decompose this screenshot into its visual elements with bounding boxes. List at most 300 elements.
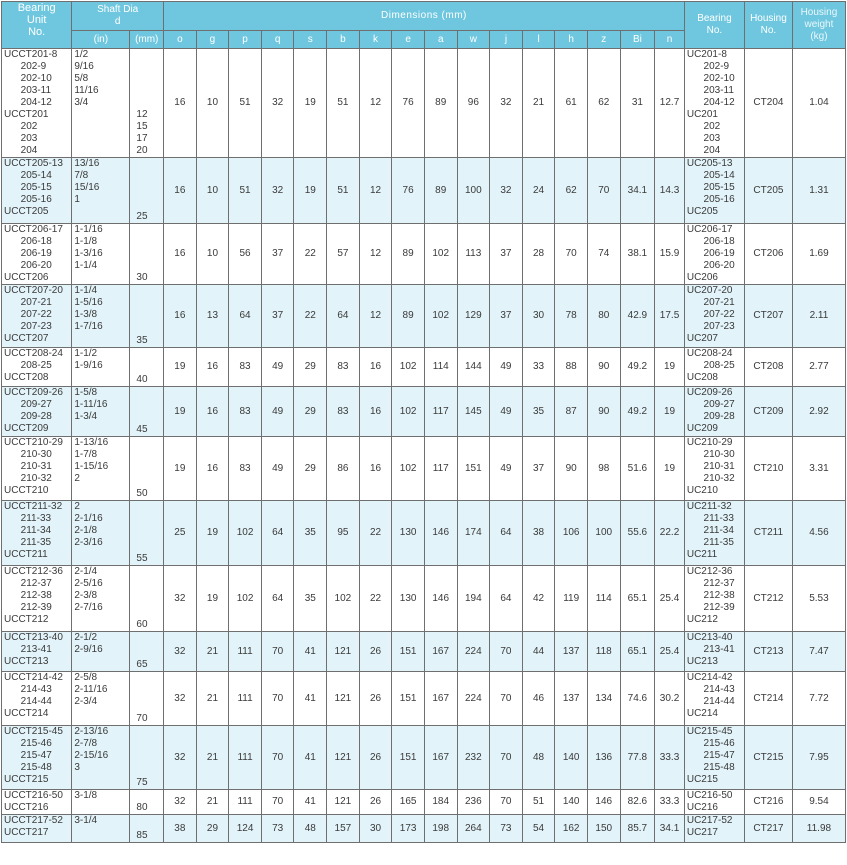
dim-cell: 30.2 (655, 672, 685, 726)
dim-cell: 121 (327, 672, 360, 726)
dim-cell: 83 (229, 437, 262, 501)
dim-cell: 55.6 (620, 501, 655, 566)
dim-cell: 51 (229, 158, 262, 224)
dim-cell: 121 (327, 632, 360, 672)
table-row (2, 672, 846, 726)
dim-cell: 19 (294, 49, 327, 158)
housing-no-cell: CT206 (744, 224, 792, 285)
dim-cell: 113 (457, 224, 490, 285)
dim-cell: 46 (522, 672, 555, 726)
dim-cell: 17.5 (655, 285, 685, 348)
housing-no-cell: CT208 (744, 348, 792, 387)
dim-cell: 64 (490, 501, 523, 566)
dim-cell: 16 (359, 387, 392, 437)
bearing-no-cell: UC208-24 208-25 UC208 (684, 348, 744, 387)
bearing-unit-cell: UCCT206-17 206-18 206-19 206-20 UCCT206 (2, 224, 72, 285)
dim-cell: 29 (196, 815, 229, 843)
dim-cell: 16 (164, 224, 197, 285)
shaft-in-cell: 2-13/16 2-7/8 2-15/16 3 (72, 726, 130, 790)
dim-cell: 184 (424, 790, 457, 815)
dim-cell: 16 (164, 49, 197, 158)
dim-cell: 32 (164, 566, 197, 632)
dim-cell: 89 (392, 224, 425, 285)
dim-cell: 49 (261, 437, 294, 501)
shaft-in-cell: 2 2-1/16 2-1/8 2-3/16 (72, 501, 130, 566)
dim-cell: 198 (424, 815, 457, 843)
dim-cell: 42 (522, 566, 555, 632)
shaft-in-cell: 2-5/8 2-11/16 2-3/4 (72, 672, 130, 726)
bearing-unit-cell: UCCT214-42 214-43 214-44 UCCT214 (2, 672, 72, 726)
dim-cell: 83 (327, 348, 360, 387)
bearing-unit-header: Bearing Unit No. (2, 2, 72, 49)
housing-no-cell: CT210 (744, 437, 792, 501)
shaft-mm-cell: 30 (130, 224, 164, 285)
dim-cell: 70 (261, 672, 294, 726)
dim-cell: 70 (587, 158, 620, 224)
dim-cell: 129 (457, 285, 490, 348)
shaft-in-cell: 1-5/8 1-11/16 1-3/4 (72, 387, 130, 437)
dim-cell: 26 (359, 632, 392, 672)
dim-cell: 64 (261, 501, 294, 566)
dim-cell: 89 (424, 49, 457, 158)
dim-cell: 86 (327, 437, 360, 501)
dim-cell: 42.9 (620, 285, 655, 348)
shaft-mm-cell: 65 (130, 632, 164, 672)
table-row (2, 49, 846, 158)
bearing-unit-cell: UCCT207-20 207-21 207-22 207-23 UCCT207 (2, 285, 72, 348)
dim-cell: 87 (555, 387, 588, 437)
dim-cell: 74 (587, 224, 620, 285)
dim-cell: 22 (359, 566, 392, 632)
dim-cell: 146 (587, 790, 620, 815)
bearing-no-cell: UC207-20 207-21 207-22 207-23 UC207 (684, 285, 744, 348)
dim-cell: 64 (261, 566, 294, 632)
housing-weight-cell: 1.69 (792, 224, 845, 285)
dim-cell: 21 (196, 632, 229, 672)
dim-cell: 35 (294, 566, 327, 632)
dim-cell: 102 (392, 348, 425, 387)
dim-cell: 70 (261, 790, 294, 815)
dim-col-header: s (294, 31, 327, 49)
dim-cell: 102 (327, 566, 360, 632)
dim-cell: 100 (587, 501, 620, 566)
housing-weight-cell: 5.53 (792, 566, 845, 632)
dim-cell: 119 (555, 566, 588, 632)
dim-cell: 70 (490, 672, 523, 726)
dim-cell: 29 (294, 348, 327, 387)
dim-cell: 32 (164, 672, 197, 726)
dim-cell: 12 (359, 158, 392, 224)
dim-cell: 78 (555, 285, 588, 348)
housing-weight-cell: 4.56 (792, 501, 845, 566)
dim-cell: 57 (327, 224, 360, 285)
shaft-mm-cell: 35 (130, 285, 164, 348)
dim-cell: 19 (164, 348, 197, 387)
dim-cell: 173 (392, 815, 425, 843)
dim-cell: 90 (555, 437, 588, 501)
dim-cell: 74.6 (620, 672, 655, 726)
housing-weight-header: Housing weight (kg) (792, 2, 845, 49)
bearing-unit-cell: UCCT217-52 UCCT217 (2, 815, 72, 843)
dim-cell: 90 (587, 348, 620, 387)
dim-cell: 102 (229, 566, 262, 632)
shaft-in-cell: 1-13/16 1-7/8 1-15/16 2 (72, 437, 130, 501)
dim-cell: 236 (457, 790, 490, 815)
dim-cell: 32 (164, 726, 197, 790)
dim-cell: 30 (522, 285, 555, 348)
dim-cell: 118 (587, 632, 620, 672)
dim-cell: 102 (424, 224, 457, 285)
dim-cell: 38.1 (620, 224, 655, 285)
dim-cell: 96 (457, 49, 490, 158)
dim-cell: 85.7 (620, 815, 655, 843)
shaft-mm-cell: 70 (130, 672, 164, 726)
dim-cell: 83 (229, 387, 262, 437)
shaft-mm-cell: 85 (130, 815, 164, 843)
dim-cell: 102 (229, 501, 262, 566)
dim-cell: 224 (457, 672, 490, 726)
bearing-no-header: Bearing No. (684, 2, 744, 49)
dim-cell: 19 (164, 437, 197, 501)
dim-col-header: k (359, 31, 392, 49)
housing-no-cell: CT211 (744, 501, 792, 566)
dim-cell: 33.3 (655, 726, 685, 790)
dim-cell: 49 (261, 387, 294, 437)
dim-cell: 26 (359, 672, 392, 726)
dim-cell: 137 (555, 672, 588, 726)
dim-cell: 21 (196, 790, 229, 815)
dim-cell: 32 (261, 49, 294, 158)
dim-cell: 16 (196, 387, 229, 437)
dim-cell: 70 (490, 726, 523, 790)
shaft-in-cell: 1-1/2 1-9/16 (72, 348, 130, 387)
dim-cell: 22 (294, 224, 327, 285)
dim-cell: 44 (522, 632, 555, 672)
dim-col-header: g (196, 31, 229, 49)
dim-cell: 37 (261, 224, 294, 285)
housing-weight-cell: 1.31 (792, 158, 845, 224)
bearing-no-cell: UC201-8 202-9 202-10 203-11 204-12 UC201 202 203 204 (684, 49, 744, 158)
dim-cell: 121 (327, 790, 360, 815)
bearing-unit-cell: UCCT211-32 211-33 211-34 211-35 UCCT211 (2, 501, 72, 566)
dim-cell: 111 (229, 632, 262, 672)
housing-no-header: Housing No. (744, 2, 792, 49)
dim-cell: 61 (555, 49, 588, 158)
dim-col-header: w (457, 31, 490, 49)
housing-weight-cell: 2.11 (792, 285, 845, 348)
dim-cell: 90 (587, 387, 620, 437)
dim-cell: 29 (294, 437, 327, 501)
bearing-no-cell: UC217-52 UC217 (684, 815, 744, 843)
housing-no-cell: CT205 (744, 158, 792, 224)
shaft-in-cell: 2-1/2 2-9/16 (72, 632, 130, 672)
housing-weight-cell: 9.54 (792, 790, 845, 815)
dim-cell: 167 (424, 632, 457, 672)
dim-cell: 19 (655, 387, 685, 437)
dim-cell: 22 (294, 285, 327, 348)
dim-cell: 70 (261, 726, 294, 790)
dim-cell: 28 (522, 224, 555, 285)
dim-cell: 49.2 (620, 348, 655, 387)
dim-cell: 49 (261, 348, 294, 387)
shaft-mm-cell: 40 (130, 348, 164, 387)
bearing-unit-cell: UCCT205-13 205-14 205-15 205-16 UCCT205 (2, 158, 72, 224)
dim-cell: 140 (555, 790, 588, 815)
dim-cell: 19 (196, 566, 229, 632)
dim-cell: 32 (261, 158, 294, 224)
dim-cell: 64 (229, 285, 262, 348)
dim-cell: 54 (522, 815, 555, 843)
table-row (2, 726, 846, 790)
dim-col-header: h (555, 31, 588, 49)
bearing-unit-cell: UCCT208-24 208-25 UCCT208 (2, 348, 72, 387)
dim-cell: 232 (457, 726, 490, 790)
dim-cell: 89 (424, 158, 457, 224)
dim-cell: 130 (392, 501, 425, 566)
dim-cell: 35 (522, 387, 555, 437)
dim-col-header: e (392, 31, 425, 49)
dim-col-header: p (229, 31, 262, 49)
dim-cell: 14.3 (655, 158, 685, 224)
dim-cell: 10 (196, 49, 229, 158)
dim-cell: 174 (457, 501, 490, 566)
shaft-in-cell: 1/2 9/16 5/8 11/16 3/4 (72, 49, 130, 158)
table-row (2, 437, 846, 501)
housing-no-cell: CT209 (744, 387, 792, 437)
dim-cell: 56 (229, 224, 262, 285)
bearing-no-cell: UC214-42 214-43 214-44 UC214 (684, 672, 744, 726)
dim-cell: 26 (359, 790, 392, 815)
table-row (2, 387, 846, 437)
bearing-spec-table (1, 1, 846, 843)
dim-cell: 41 (294, 672, 327, 726)
shaft-mm-cell: 55 (130, 501, 164, 566)
dim-cell: 145 (457, 387, 490, 437)
dim-cell: 21 (522, 49, 555, 158)
dim-cell: 137 (555, 632, 588, 672)
dim-cell: 51 (327, 49, 360, 158)
dim-cell: 12 (359, 49, 392, 158)
dim-cell: 35 (294, 501, 327, 566)
bearing-unit-cell: UCCT201-8 202-9 202-10 203-11 204-12 UCCT201 202 203 204 (2, 49, 72, 158)
dim-cell: 121 (327, 726, 360, 790)
dim-cell: 100 (457, 158, 490, 224)
shaft-in-cell: 3-1/8 (72, 790, 130, 815)
dim-cell: 151 (392, 672, 425, 726)
housing-weight-cell: 1.04 (792, 49, 845, 158)
dim-cell: 32 (490, 49, 523, 158)
shaft-dia-header: Shaft Dia d (72, 2, 164, 31)
housing-no-cell: CT207 (744, 285, 792, 348)
dim-cell: 88 (555, 348, 588, 387)
housing-no-cell: CT212 (744, 566, 792, 632)
dim-cell: 38 (164, 815, 197, 843)
bearing-no-cell: UC210-29 210-30 210-31 210-32 UC210 (684, 437, 744, 501)
dim-cell: 32 (164, 632, 197, 672)
dim-cell: 48 (294, 815, 327, 843)
dim-cell: 22 (359, 501, 392, 566)
dim-cell: 146 (424, 501, 457, 566)
housing-no-cell: CT204 (744, 49, 792, 158)
dim-cell: 70 (490, 790, 523, 815)
dim-cell: 95 (327, 501, 360, 566)
dim-cell: 16 (164, 285, 197, 348)
dim-cell: 16 (196, 348, 229, 387)
dim-cell: 62 (587, 49, 620, 158)
dim-cell: 30 (359, 815, 392, 843)
dim-cell: 162 (555, 815, 588, 843)
dim-cell: 16 (359, 348, 392, 387)
table-row (2, 566, 846, 632)
dim-cell: 114 (587, 566, 620, 632)
bearing-no-cell: UC215-45 215-46 215-47 215-48 UC215 (684, 726, 744, 790)
dim-cell: 16 (359, 437, 392, 501)
table-row (2, 158, 846, 224)
dim-cell: 25.4 (655, 632, 685, 672)
housing-no-cell: CT214 (744, 672, 792, 726)
dim-cell: 51 (229, 49, 262, 158)
dim-col-header: l (522, 31, 555, 49)
dim-cell: 124 (229, 815, 262, 843)
dim-cell: 37 (522, 437, 555, 501)
bearing-unit-cell: UCCT212-36 212-37 212-38 212-39 UCCT212 (2, 566, 72, 632)
dim-cell: 111 (229, 726, 262, 790)
shaft-mm-cell: 80 (130, 790, 164, 815)
dim-cell: 70 (490, 632, 523, 672)
dim-cell: 16 (196, 437, 229, 501)
dim-cell: 167 (424, 726, 457, 790)
dim-cell: 167 (424, 672, 457, 726)
dim-col-header: j (490, 31, 523, 49)
dim-cell: 34.1 (655, 815, 685, 843)
dim-cell: 12 (359, 224, 392, 285)
shaft-in-cell: 1-1/4 1-5/16 1-3/8 1-7/16 (72, 285, 130, 348)
dim-cell: 130 (392, 566, 425, 632)
dim-cell: 37 (490, 224, 523, 285)
dim-cell: 117 (424, 387, 457, 437)
table-row (2, 815, 846, 843)
shaft-mm-cell: 60 (130, 566, 164, 632)
housing-no-cell: CT217 (744, 815, 792, 843)
dim-cell: 117 (424, 437, 457, 501)
dim-cell: 37 (261, 285, 294, 348)
dim-cell: 89 (392, 285, 425, 348)
shaft-mm-cell: 75 (130, 726, 164, 790)
dim-cell: 62 (555, 158, 588, 224)
dim-cell: 65.1 (620, 566, 655, 632)
dim-cell: 151 (392, 632, 425, 672)
dim-col-header: a (424, 31, 457, 49)
dim-cell: 19 (294, 158, 327, 224)
shaft-mm-cell: 50 (130, 437, 164, 501)
bearing-unit-cell: UCCT209-26 209-27 209-28 UCCT209 (2, 387, 72, 437)
dim-cell: 134 (587, 672, 620, 726)
shaft-mm-cell: 25 (130, 158, 164, 224)
dim-cell: 70 (555, 224, 588, 285)
dim-cell: 10 (196, 158, 229, 224)
bearing-no-cell: UC206-17 206-18 206-19 206-20 UC206 (684, 224, 744, 285)
dim-cell: 19 (196, 501, 229, 566)
dim-cell: 51 (522, 790, 555, 815)
dim-cell: 111 (229, 790, 262, 815)
housing-weight-cell: 11.98 (792, 815, 845, 843)
bearing-no-cell: UC213-40 213-41 UC213 (684, 632, 744, 672)
dim-cell: 151 (392, 726, 425, 790)
dim-cell: 140 (555, 726, 588, 790)
dim-cell: 10 (196, 224, 229, 285)
table-row (2, 632, 846, 672)
dim-cell: 102 (392, 437, 425, 501)
dim-cell: 111 (229, 672, 262, 726)
housing-no-cell: CT213 (744, 632, 792, 672)
dim-cell: 33 (522, 348, 555, 387)
shaft-in-cell: 2-1/4 2-5/16 2-3/8 2-7/16 (72, 566, 130, 632)
housing-weight-cell: 7.95 (792, 726, 845, 790)
housing-no-cell: CT216 (744, 790, 792, 815)
dim-cell: 51 (327, 158, 360, 224)
dim-cell: 114 (424, 348, 457, 387)
dim-cell: 102 (424, 285, 457, 348)
bearing-unit-cell: UCCT215-45 215-46 215-47 215-48 UCCT215 (2, 726, 72, 790)
dim-cell: 13 (196, 285, 229, 348)
housing-weight-cell: 7.47 (792, 632, 845, 672)
housing-weight-cell: 7.72 (792, 672, 845, 726)
dim-cell: 106 (555, 501, 588, 566)
table-header (2, 2, 846, 49)
dim-cell: 77.8 (620, 726, 655, 790)
dim-cell: 41 (294, 790, 327, 815)
dim-cell: 31 (620, 49, 655, 158)
dim-cell: 49.2 (620, 387, 655, 437)
mm-header: (mm) (130, 31, 164, 49)
dimensions-header: Dimensions (mm) (164, 2, 685, 31)
dim-cell: 144 (457, 348, 490, 387)
dim-col-header: b (327, 31, 360, 49)
bearing-no-cell: UC209-26 209-27 209-28 UC209 (684, 387, 744, 437)
table-body (2, 49, 846, 843)
bearing-no-cell: UC205-13 205-14 205-15 205-16 UC205 (684, 158, 744, 224)
housing-weight-cell: 3.31 (792, 437, 845, 501)
dim-col-header: q (261, 31, 294, 49)
shaft-in-cell: 13/16 7/8 15/16 1 (72, 158, 130, 224)
dim-cell: 41 (294, 632, 327, 672)
dim-cell: 49 (490, 348, 523, 387)
housing-no-cell: CT215 (744, 726, 792, 790)
dim-col-header: z (587, 31, 620, 49)
table-row (2, 285, 846, 348)
dim-cell: 33.3 (655, 790, 685, 815)
housing-weight-cell: 2.77 (792, 348, 845, 387)
dim-cell: 76 (392, 49, 425, 158)
housing-weight-cell: 2.92 (792, 387, 845, 437)
dim-cell: 12.7 (655, 49, 685, 158)
bearing-unit-cell: UCCT216-50 UCCT216 (2, 790, 72, 815)
dim-cell: 19 (655, 348, 685, 387)
shaft-in-cell: 1-1/16 1-1/8 1-3/16 1-1/4 (72, 224, 130, 285)
dim-cell: 22.2 (655, 501, 685, 566)
dim-cell: 150 (587, 815, 620, 843)
dim-cell: 16 (164, 158, 197, 224)
dim-cell: 29 (294, 387, 327, 437)
dim-cell: 80 (587, 285, 620, 348)
dim-cell: 82.6 (620, 790, 655, 815)
dim-cell: 102 (392, 387, 425, 437)
bearing-no-cell: UC212-36 212-37 212-38 212-39 UC212 (684, 566, 744, 632)
dim-cell: 51.6 (620, 437, 655, 501)
dim-cell: 32 (164, 790, 197, 815)
dim-cell: 37 (490, 285, 523, 348)
shaft-mm-cell: 45 (130, 387, 164, 437)
